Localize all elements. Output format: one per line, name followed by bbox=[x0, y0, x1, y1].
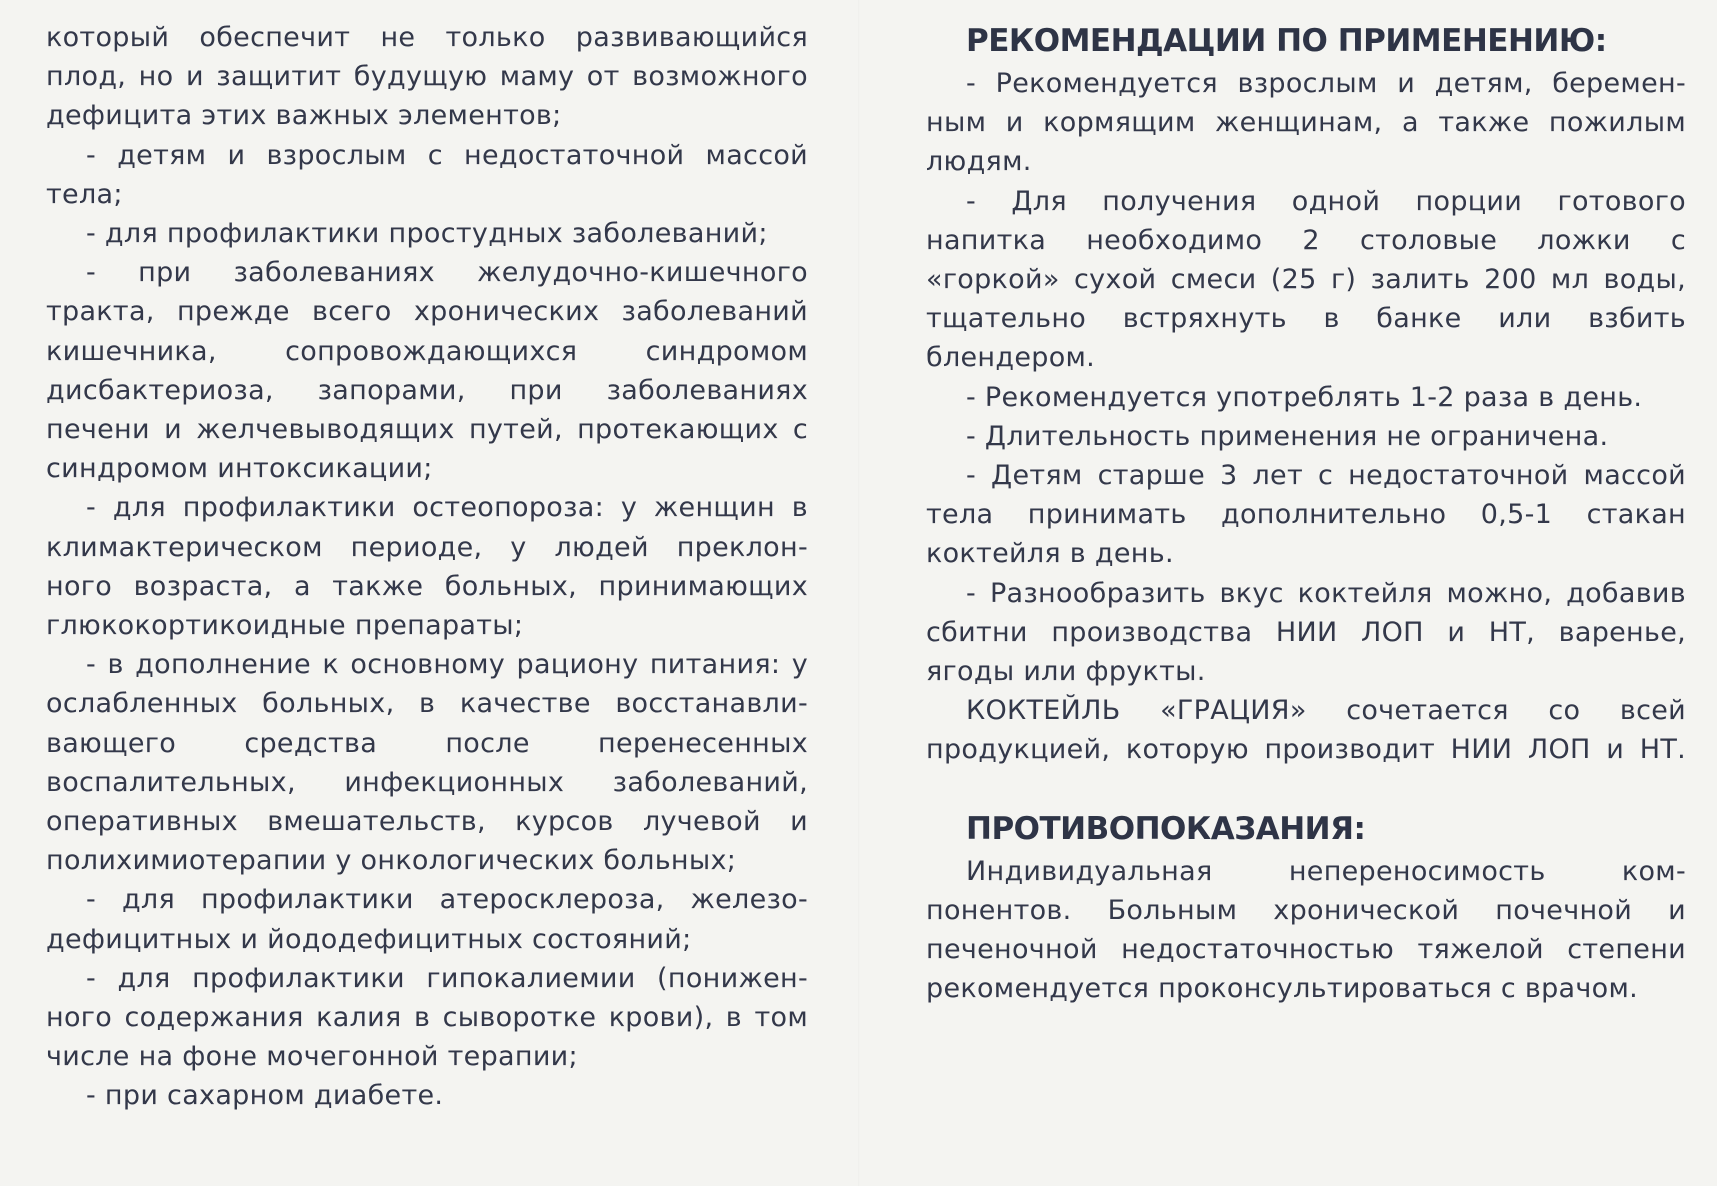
indications-line: ослабленных больных, в качестве восстанавли- bbox=[46, 688, 808, 720]
indications-line: - для профилактики остеопороза: у женщин в bbox=[86, 492, 808, 524]
indications-line: - для профилактики гипокалиемии (понижен- bbox=[86, 962, 808, 994]
indications-line: дефицита этих важных элементов; bbox=[46, 100, 562, 132]
indications-line: - при заболеваниях желудочно-кишечного bbox=[86, 257, 808, 289]
recommendations-line: ным и кормящим женщинам, а также пожилым bbox=[926, 107, 1686, 139]
indications-line: тракта, прежде всего хронических заболеваний bbox=[46, 296, 808, 328]
recommendations-line: - Длительность применения не ограничена. bbox=[966, 420, 1609, 452]
contraindications-line: печеночной недостаточностью тяжелой степени bbox=[926, 934, 1686, 966]
contraindications-line: Индивидуальная непереносимость ком- bbox=[966, 855, 1686, 887]
indications-line: климактерическом периоде, у людей преклон- bbox=[46, 531, 808, 563]
recommendations-line: сбитни производства НИИ ЛОП и НТ, варенье, bbox=[926, 616, 1686, 648]
recommendations-line: напитка необходимо 2 столовые ложки с bbox=[926, 224, 1686, 256]
indications-line: воспалительных, инфекционных заболеваний, bbox=[46, 766, 808, 798]
section-spacer bbox=[926, 770, 1686, 806]
indications-line: ного возраста, а также больных, принимающих bbox=[46, 570, 808, 602]
contraindications-text bbox=[926, 852, 1686, 1009]
recommendations-line: КОКТЕЙЛЬ «ГРАЦИЯ» сочетается со всей bbox=[966, 695, 1686, 727]
indications-line: который обеспечит не только развивающийся bbox=[46, 22, 808, 53]
indications-line: плод, но и защитит будущую маму от возможного bbox=[46, 61, 808, 93]
recommendations-line: - Для получения одной порции готового bbox=[966, 185, 1686, 217]
indications-line: оперативных вмешательств, курсов лучевой и bbox=[46, 806, 808, 838]
contraindications-heading: ПРОТИВОПОКАЗАНИЯ: bbox=[966, 810, 1366, 847]
recommendations-line: людям. bbox=[926, 146, 1032, 178]
contraindications-line: рекомендуется проконсультироваться с врачом. bbox=[926, 973, 1638, 1005]
indications-line: тела; bbox=[46, 178, 123, 210]
recommendations-line: ягоды или фрукты. bbox=[926, 656, 1206, 688]
recommendations-line: - Разнообразить вкус коктейля можно, добавив bbox=[966, 577, 1686, 609]
right-column bbox=[926, 18, 1686, 1008]
recommendations-heading: РЕКОМЕНДАЦИИ ПО ПРИМЕНЕНИЮ: bbox=[966, 23, 1607, 59]
indications-line: вающего средства после перенесенных bbox=[46, 727, 808, 759]
indications-line: - детям и взрослым с недостаточной массой bbox=[86, 139, 808, 171]
indications-line: дефицитных и йододефицитных состояний; bbox=[46, 923, 692, 955]
indications-line: кишечника, сопровождающихся синдромом bbox=[46, 335, 808, 367]
recommendations-line: - Рекомендуется употреблять 1-2 раза в день. bbox=[966, 381, 1643, 413]
recommendations-text bbox=[926, 64, 1686, 770]
indications-column bbox=[46, 18, 808, 1116]
indications-line: печени и желчевыводящих путей, протекающих с bbox=[46, 414, 808, 446]
recommendations-line: «горкой» сухой смеси (25 г) залить 200 мл воды, bbox=[926, 264, 1686, 296]
recommendations-line: тела принимать дополнительно 0,5-1 стакан bbox=[926, 499, 1686, 531]
indications-line: - в дополнение к основному рациону питания: у bbox=[86, 649, 808, 681]
contraindications-line: понентов. Больным хронической почечной и bbox=[926, 894, 1686, 926]
indications-line: - при сахарном диабете. bbox=[86, 1080, 444, 1112]
page-fold-crease bbox=[858, 0, 860, 1186]
indications-line: глюкокортикоидные препараты; bbox=[46, 610, 524, 642]
indications-line: - для профилактики простудных заболеваний; bbox=[86, 218, 768, 250]
recommendations-line: блендером. bbox=[926, 342, 1096, 374]
indications-line: - для профилактики атеросклероза, железо- bbox=[86, 884, 808, 916]
indications-line: числе на фоне мочегонной терапии; bbox=[46, 1041, 578, 1073]
indications-line: дисбактериоза, запорами, при заболеваниях bbox=[46, 374, 808, 406]
indications-text bbox=[46, 18, 808, 1116]
recommendations-line: - Детям старше 3 лет с недостаточной массой bbox=[966, 460, 1686, 492]
recommendations-line: коктейля в день. bbox=[926, 538, 1174, 570]
indications-line: синдромом интоксикации; bbox=[46, 453, 433, 485]
indications-line: ного содержания калия в сыворотке крови), в том bbox=[46, 1002, 808, 1034]
recommendations-line: тщательно встряхнуть в банке или взбить bbox=[926, 303, 1686, 335]
recommendations-line: продукцией, которую производит НИИ ЛОП и НТ. bbox=[926, 734, 1686, 766]
recommendations-line: - Рекомендуется взрослым и детям, беремен- bbox=[966, 68, 1686, 99]
indications-line: полихимиотерапии у онкологических больных; bbox=[46, 845, 737, 877]
